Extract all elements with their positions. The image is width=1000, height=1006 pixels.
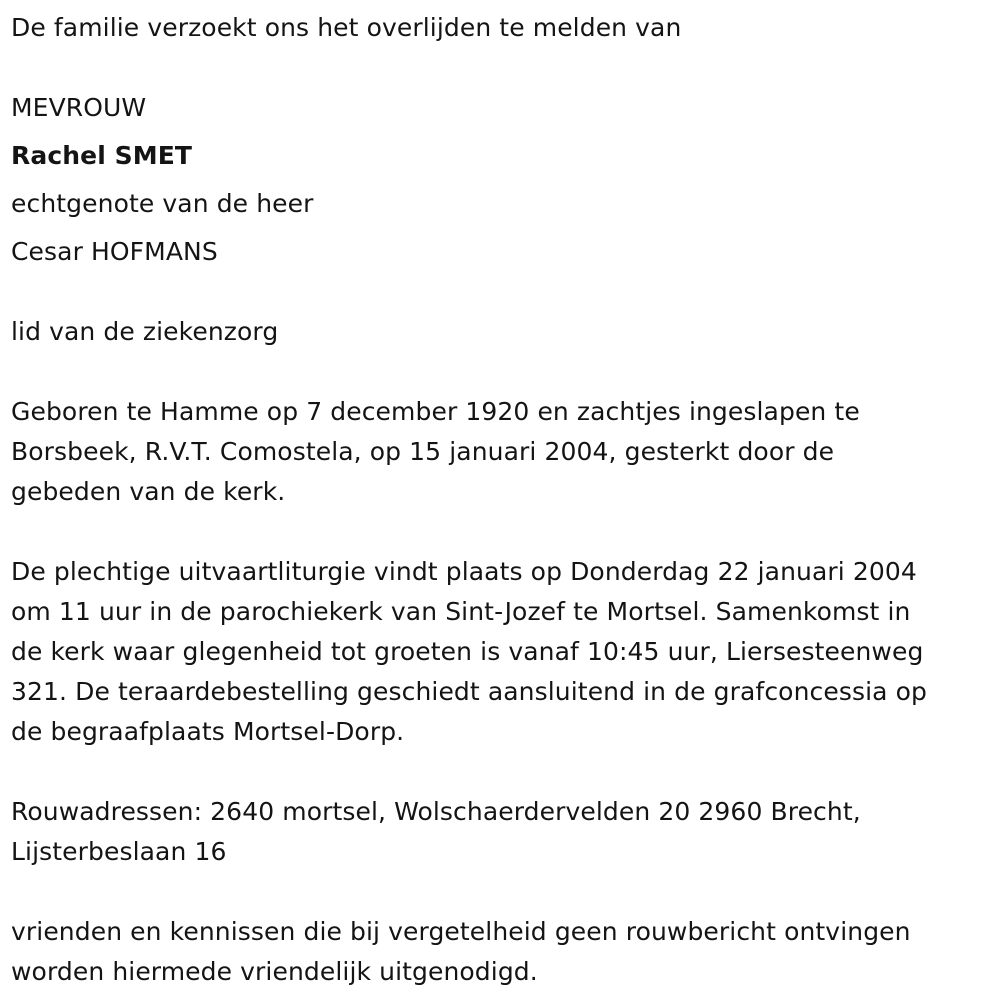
paragraph-line: Borsbeek, R.V.T. Comostela, op 15 januari 2004, gesterkt door de [11,437,835,466]
addresses-paragraph [11,792,986,872]
spacer [11,872,986,912]
spouse-name: Cesar HOFMANS [11,237,218,266]
birth-death-paragraph [11,392,986,512]
paragraph-line: Rouwadressen: 2640 mortsel, Wolschaerdervelden 20 2960 Brecht, [11,797,861,826]
honorific-title: MEVROUW [11,93,147,122]
paragraph-line: gebeden van de kerk. [11,477,286,506]
spacer [11,752,986,792]
intro-text: De familie verzoekt ons het overlijden te melden van [11,13,682,42]
deceased-name: Rachel SMET [11,141,193,170]
spacer [11,512,986,552]
membership-text: lid van de ziekenzorg [11,317,279,346]
spacer [11,352,986,392]
spacer [11,48,986,88]
paragraph-line: vrienden en kennissen die bij vergetelheid geen rouwbericht ontvingen [11,917,911,946]
paragraph-line: 321. De teraardebestelling geschiedt aansluitend in de grafconcessia op [11,677,927,706]
funeral-paragraph [11,552,986,752]
relation-text: echtgenote van de heer [11,189,314,218]
paragraph-line: Geboren te Hamme op 7 december 1920 en zachtjes ingeslapen te [11,397,860,426]
paragraph-line: de kerk waar glegenheid tot groeten is vanaf 10:45 uur, Liersesteenweg [11,637,924,666]
paragraph-line: worden hiermede vriendelijk uitgenodigd. [11,957,538,986]
paragraph-line: om 11 uur in de parochiekerk van Sint-Jozef te Mortsel. Samenkomst in [11,597,911,626]
paragraph-line: de begraafplaats Mortsel-Dorp. [11,717,405,746]
spacer [11,280,986,312]
paragraph-line: Lijsterbeslaan 16 [11,837,227,866]
obituary-notice [11,8,986,992]
closing-paragraph [11,912,986,992]
paragraph-line: De plechtige uitvaartliturgie vindt plaats op Donderdag 22 januari 2004 [11,557,917,586]
